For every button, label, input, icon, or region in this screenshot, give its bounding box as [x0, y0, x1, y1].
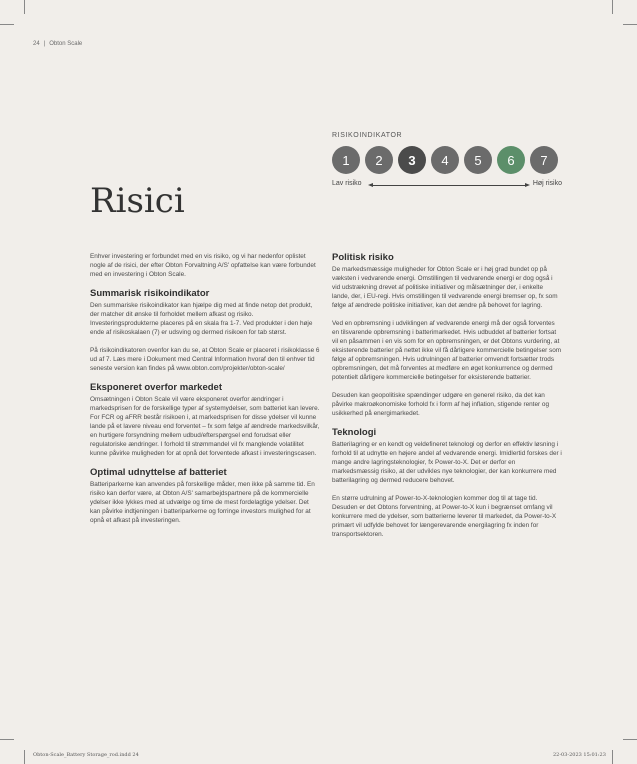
header-brand: Obton Scale	[49, 41, 83, 47]
right-column	[332, 250, 562, 548]
section-heading-market-exposure: Eksponeret overfor markedet	[90, 382, 222, 393]
paragraph: Batterilagring er en kendt og veldefineret teknologi og derfor en effektiv løsning i forhold til at udnytte en højere andel af vedvarende energi. Imidlertid forskes der i mange andre lagringsteknologier, fx Power-to-X. Det er derfor en markedsmæssig risiko, at der udvikles nye teknologier, der kan konkurrere med batterilagring og dermed reducere behovet.	[332, 441, 562, 484]
crop-mark	[0, 24, 14, 25]
header-separator: |	[43, 41, 46, 47]
double-arrow-icon	[372, 185, 526, 186]
risk-level-3: 3	[398, 146, 426, 174]
crop-mark	[24, 750, 25, 764]
risk-indicator	[332, 132, 562, 192]
crop-mark	[623, 24, 637, 25]
risk-scale-axis	[332, 180, 562, 192]
paragraph: Desuden kan geopolitiske spændinger udgøre en generel risiko, da det kan påvirke makroøkonomiske forhold fx i form af høj inflation, stigende renter og usikkerhed på energimarkedet.	[332, 392, 550, 417]
paragraph: En større udrulning af Power-to-X-teknologien kommer dog til at tage tid. Desuden er det Obtons forventning, at Power-to-X kun i begrænset omfang vil konkurrere med de ydelser, som batterierne leverer til markedet, da Power-to-X primært vil udfylde behovet for længerevarende energilagring fx inden for transportsektoren.	[332, 495, 557, 538]
paragraph: På risikoindikatoren ovenfor kan du se, at Obton Scale er placeret i risikoklasse 6 ud af 7. Læs mere i Dokument med Central Information hvoraf den til enhver tid seneste version kan findes på www.obton.com/projekter/obton-scale/	[90, 347, 320, 372]
paragraph: Ved en opbremsning i udviklingen af vedvarende energi må der også forventes en tilsvarende opbremsning i batterimarkedet. Hvis udbuddet af batterier fortsat vil en påsammen i en vis som for en opbremsningen, er det Obtons vurdering, at eksisterende batterier på nettet ikke vil få dårligere kommercielle betingelser som følge af opbremsningen. Hvis udrulningen af batterier omvendt fortsætter trods opbremsningen, det må forventes at medføre en øget konkurrence og dermed potentielt dårligere kommercielle betingelser for eksisterende batterier.	[332, 320, 562, 381]
risk-level-7: 7	[530, 146, 558, 174]
intro-paragraph: Enhver investering er forbundet med en vis risiko, og vi har nedenfor oplistet nogle af de risici, der efter Obton Forvaltning A/S' opfattelse kan være forbundet med en investering i Obton Scale.	[90, 253, 316, 278]
crop-mark	[612, 750, 613, 764]
risk-level-1: 1	[332, 146, 360, 174]
crop-mark	[623, 739, 637, 740]
running-header	[33, 41, 82, 47]
left-column	[90, 252, 320, 534]
crop-mark	[612, 0, 613, 14]
low-risk-label: Lav risiko	[332, 180, 362, 187]
footer-timestamp: 22-03-2023 15:01:23	[553, 752, 606, 758]
section-heading-summary-risk: Summarisk risikoindikator	[90, 288, 210, 299]
section-heading-battery-utilisation: Optimal udnyttelse af batteriet	[90, 467, 227, 478]
crop-mark	[0, 739, 14, 740]
page-title: Risici	[90, 180, 185, 221]
risk-level-4: 4	[431, 146, 459, 174]
risk-level-6: 6	[497, 146, 525, 174]
risk-scale	[332, 146, 562, 174]
crop-mark	[24, 0, 25, 14]
risk-level-5: 5	[464, 146, 492, 174]
risk-indicator-label: RISIKOINDIKATOR	[332, 132, 403, 139]
risk-level-2: 2	[365, 146, 393, 174]
high-risk-label: Høj risiko	[532, 180, 562, 187]
section-heading-technology: Teknologi	[332, 427, 377, 438]
paragraph: De markedsmæssige muligheder for Obton Scale er i høj grad bundet op på væksten i vedvarende energi. Omstillingen til vedvarende energi er dog også i vid udstrækning drevet af politiske initiativer og målsætninger der, i enkelte lande, der, i EU-regi. Hvis omstillingen til vedvarende energi bremser op, fx som følge af ændrede politiske initiativer, kan det ændre på behovet for lagring.	[332, 266, 558, 309]
footer-file-name: Obton-Scale_Battery Storage_rod.indd 24	[33, 752, 139, 758]
paragraph: Batteriparkerne kan anvendes på forskellige måder, men ikke på samme tid. En risiko kan derfor være, at Obton A/S' samarbejdspartnere på de kommercielle ydelser ikke lykkes med at udvælge og time de mest fordelagtige ydelser. Det kan påvirke indtjeningen i batteriparkerne og forringe investors mulighed for at opnå et afkast på investeringen.	[90, 481, 315, 524]
page-number: 24	[33, 41, 40, 47]
paragraph: Omsætningen i Obton Scale vil være eksponeret overfor ændringer i markedsprisen for de forskellige typer af systemydelser, som batteriet kan levere. For FCR og aFRR består risikoen i, at markedsprisen for disse ydelser vil kunne lande på et lavere niveau end forventet – fx som følge af ændrede markedsvilkår, en hurtigere forsyndning mellem udbud/efterspørgsel end forudsat eller regulatoriske ændringer. I forhold til strømmandel vil fx manglende volatilitet kunne påvirke muligheden for at opnå det forventede afkast i investeringscasen.	[90, 396, 320, 457]
section-heading-political-risk: Politisk risiko	[332, 252, 394, 263]
paragraph: Den summariske risikoindikator kan hjælpe dig med at finde netop det produkt, der matcher dit ønske til forholdet mellem afkast og risiko. Investeringsprodukterne placeres på en skala fra 1-7. Ved produkter i den høje ende af risikoskalaen (7) er udsving og dermed risikoen for tab størst.	[90, 302, 313, 336]
